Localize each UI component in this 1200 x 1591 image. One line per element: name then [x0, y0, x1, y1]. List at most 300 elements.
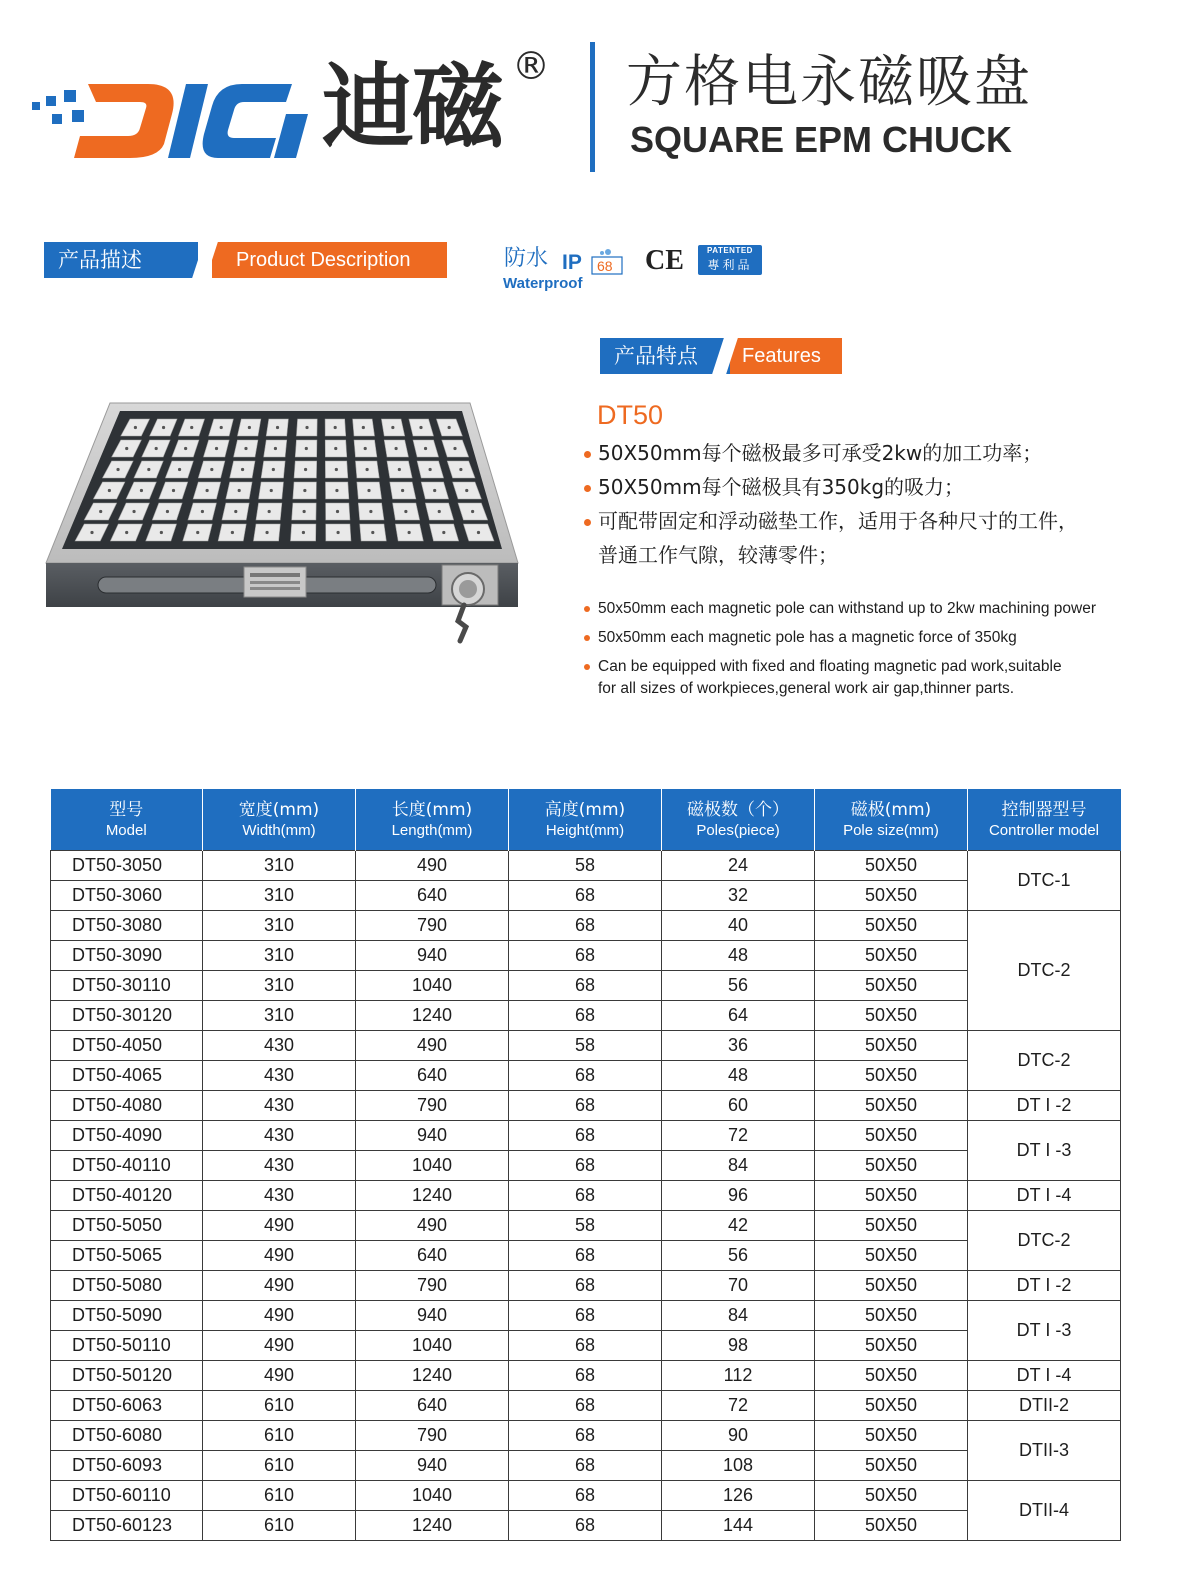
pole-size-cell: 50X50 [815, 881, 968, 911]
pole-screw [305, 447, 308, 450]
pole-screw [201, 510, 204, 513]
pole-screw [220, 426, 223, 429]
feature-en-text: 50x50mm each magnetic pole can withstand up to 2kw machining power [598, 600, 1096, 617]
model-cell: DT50-6093 [51, 1451, 203, 1481]
pole-screw [108, 489, 111, 492]
pole-size-cell: 50X50 [815, 1271, 968, 1301]
height-cell: 68 [509, 971, 662, 1001]
pole-screw [190, 426, 193, 429]
brand-name: 迪磁 [322, 54, 503, 161]
length-cell: 790 [356, 1421, 509, 1451]
header-label-cn: 高度(mm) [544, 800, 626, 820]
pole-screw [268, 510, 271, 513]
pole-size-cell: 50X50 [815, 941, 968, 971]
table-row [51, 1121, 1121, 1151]
length-cell: 1040 [356, 971, 509, 1001]
feature-en-text-continued: for all sizes of workpieces,general work air gap,thinner parts. [598, 680, 1015, 697]
pole-screw [394, 447, 397, 450]
pole-screw [274, 447, 277, 450]
pole-screw [408, 531, 411, 534]
table-row [51, 881, 1121, 911]
pole-screw [99, 510, 102, 513]
header-label-cn: 磁极(mm) [850, 800, 932, 820]
poles-cell: 112 [662, 1361, 815, 1391]
pole-size-cell: 50X50 [815, 1451, 968, 1481]
pole-screw [116, 468, 119, 471]
pole-screw [336, 510, 339, 513]
pole-screw [302, 531, 305, 534]
pole-screw [166, 510, 169, 513]
features-banner-en: Features [730, 338, 842, 374]
width-cell: 610 [203, 1451, 356, 1481]
length-cell: 640 [356, 881, 509, 911]
model-cell: DT50-50120 [51, 1361, 203, 1391]
model-cell: DT50-4065 [51, 1061, 203, 1091]
poles-cell: 72 [662, 1391, 815, 1421]
table-header-cell [356, 790, 509, 851]
pole-screw [215, 447, 218, 450]
length-cell: 640 [356, 1241, 509, 1271]
table-row [51, 1031, 1121, 1061]
width-cell: 430 [203, 1181, 356, 1211]
controller-cell: DT I -3 [968, 1121, 1121, 1181]
table-row [51, 1391, 1121, 1421]
pole-screw [184, 447, 187, 450]
pole-size-cell: 50X50 [815, 1181, 968, 1211]
width-cell: 310 [203, 1001, 356, 1031]
pole-screw [248, 426, 251, 429]
header-label-en: Pole size(mm) [843, 822, 939, 839]
pole-screw [453, 447, 456, 450]
pole-screw [272, 468, 275, 471]
table-row [51, 1361, 1121, 1391]
width-cell: 310 [203, 971, 356, 1001]
pole-screw [442, 531, 445, 534]
model-cell: DT50-3080 [51, 911, 203, 941]
pole-size-cell: 50X50 [815, 1091, 968, 1121]
pole-screw [391, 426, 394, 429]
pole-size-cell: 50X50 [815, 1511, 968, 1541]
bullet-icon [584, 485, 591, 492]
bullet-icon [584, 519, 591, 526]
height-cell: 68 [509, 1001, 662, 1031]
table-row [51, 911, 1121, 941]
header-label-en: Controller model [988, 822, 1100, 839]
table-header-cell [509, 790, 662, 851]
pole-screw [147, 468, 150, 471]
pole-size-cell: 50X50 [815, 911, 968, 941]
length-cell: 940 [356, 1121, 509, 1151]
table-row [51, 1151, 1121, 1181]
height-cell: 68 [509, 1271, 662, 1301]
width-cell: 490 [203, 1301, 356, 1331]
pole-screw [303, 510, 306, 513]
height-cell: 68 [509, 1181, 662, 1211]
description-banner [44, 242, 447, 278]
page-title-en: SQUARE EPM CHUCK [630, 119, 1013, 160]
height-cell: 68 [509, 881, 662, 911]
height-cell: 68 [509, 1511, 662, 1541]
page-title-cn: 方格电永磁吸盘 [626, 50, 1032, 115]
height-cell: 68 [509, 1061, 662, 1091]
table-row [51, 971, 1121, 1001]
registered-mark: ® [512, 44, 550, 88]
pole-screw [140, 489, 143, 492]
height-cell: 68 [509, 1241, 662, 1271]
feature-en-item [582, 598, 1182, 620]
width-cell: 310 [203, 911, 356, 941]
table-row [51, 1451, 1121, 1481]
controller-cell: DTC-2 [968, 1031, 1121, 1091]
height-cell: 68 [509, 1451, 662, 1481]
poles-cell: 98 [662, 1331, 815, 1361]
length-cell: 640 [356, 1061, 509, 1091]
poles-cell: 36 [662, 1031, 815, 1061]
waterproof-label-en: Waterproof [503, 275, 583, 292]
poles-cell: 48 [662, 941, 815, 971]
feature-en-item [582, 627, 1182, 649]
patented-label-cn: 專利品 [707, 258, 753, 272]
pole-screw [125, 531, 128, 534]
header-label-cn: 控制器型号 [1001, 800, 1087, 820]
model-cell: DT50-60123 [51, 1511, 203, 1541]
model-cell: DT50-5050 [51, 1211, 203, 1241]
pole-screw [303, 489, 306, 492]
dici-logo-icon [30, 62, 310, 162]
height-cell: 58 [509, 1211, 662, 1241]
length-cell: 640 [356, 1391, 509, 1421]
pole-size-cell: 50X50 [815, 1151, 968, 1181]
header-label-en: Width(mm) [242, 822, 316, 839]
ip-label: IP [562, 251, 582, 274]
width-cell: 430 [203, 1031, 356, 1061]
bullet-icon [584, 451, 591, 458]
header-label-en: Poles(piece) [696, 822, 780, 839]
header-label-en: Model [105, 822, 147, 839]
pole-size-cell: 50X50 [815, 1001, 968, 1031]
bullet-icon [584, 664, 590, 670]
height-cell: 68 [509, 1481, 662, 1511]
pole-screw [305, 426, 308, 429]
length-cell: 1040 [356, 1481, 509, 1511]
pole-screw [429, 468, 432, 471]
width-cell: 310 [203, 941, 356, 971]
feature-en-text: 50x50mm each magnetic pole has a magnetic force of 350kg [598, 629, 1017, 646]
feature-en-item [582, 656, 1182, 700]
width-cell: 430 [203, 1151, 356, 1181]
pole-screw [134, 426, 137, 429]
controller-cell: DTC-1 [968, 851, 1121, 911]
pole-screw [270, 489, 273, 492]
pole-screw [419, 426, 422, 429]
poles-cell: 90 [662, 1421, 815, 1451]
length-cell: 940 [356, 941, 509, 971]
pole-size-cell: 50X50 [815, 1361, 968, 1391]
width-cell: 310 [203, 881, 356, 911]
pole-screw [477, 531, 480, 534]
pole-screw [459, 468, 462, 471]
pole-size-cell: 50X50 [815, 971, 968, 1001]
pole-screw [304, 468, 307, 471]
pole-screw [471, 510, 474, 513]
bullet-icon [584, 635, 590, 641]
width-cell: 430 [203, 1121, 356, 1151]
pole-screw [334, 447, 337, 450]
pole-screw [438, 510, 441, 513]
ip-rating: 68 [597, 258, 613, 274]
pole-screw [364, 447, 367, 450]
pole-screw [335, 468, 338, 471]
height-cell: 68 [509, 1091, 662, 1121]
table-row [51, 1091, 1121, 1121]
table-row [51, 941, 1121, 971]
model-title: DT50 [597, 400, 664, 430]
length-cell: 790 [356, 911, 509, 941]
poles-cell: 108 [662, 1451, 815, 1481]
width-cell: 610 [203, 1391, 356, 1421]
pole-size-cell: 50X50 [815, 1331, 968, 1361]
pole-screw [125, 447, 128, 450]
length-cell: 1240 [356, 1511, 509, 1541]
feature-cn-text: 50X50mm每个磁极最多可承受2kw的加工功率； [598, 441, 1043, 465]
length-cell: 1040 [356, 1331, 509, 1361]
width-cell: 610 [203, 1421, 356, 1451]
width-cell: 430 [203, 1091, 356, 1121]
model-cell: DT50-3060 [51, 881, 203, 911]
controller-cell: DT I -4 [968, 1361, 1121, 1391]
table-body [51, 851, 1121, 1541]
description-banner-cn: 产品描述 [44, 242, 198, 278]
pole-size-cell: 50X50 [815, 1211, 968, 1241]
poles-cell: 48 [662, 1061, 815, 1091]
controller-cell: DTC-2 [968, 1211, 1121, 1271]
table-header-cell [51, 790, 203, 851]
pole-screw [398, 468, 401, 471]
height-cell: 68 [509, 1151, 662, 1181]
length-cell: 790 [356, 1091, 509, 1121]
header-label-cn: 型号 [109, 800, 144, 820]
height-cell: 68 [509, 941, 662, 971]
feature-cn-item [582, 504, 1182, 572]
height-cell: 68 [509, 911, 662, 941]
ce-mark: CE [645, 245, 684, 276]
feature-cn-text: 50X50mm每个磁极具有350kg的吸力； [598, 475, 965, 499]
pole-screw [424, 447, 427, 450]
pole-screw [401, 489, 404, 492]
pole-screw [244, 447, 247, 450]
patented-badge [698, 245, 762, 275]
controller-cell: DTII-2 [968, 1391, 1121, 1421]
height-cell: 68 [509, 1331, 662, 1361]
poles-cell: 56 [662, 1241, 815, 1271]
model-cell: DT50-5090 [51, 1301, 203, 1331]
feature-en-text: Can be equipped with fixed and floating magnetic pad work,suitable [598, 658, 1062, 675]
ip68-icon [562, 247, 624, 275]
height-cell: 68 [509, 1121, 662, 1151]
model-cell: DT50-4050 [51, 1031, 203, 1061]
table-header-row [51, 790, 1121, 851]
description-banner-en: Product Description [212, 242, 447, 278]
model-cell: DT50-3050 [51, 851, 203, 881]
pole-screw [210, 468, 213, 471]
pole-screw [334, 426, 337, 429]
poles-cell: 70 [662, 1271, 815, 1301]
width-cell: 430 [203, 1061, 356, 1091]
pole-screw [196, 531, 199, 534]
pole-screw [366, 468, 369, 471]
model-cell: DT50-5065 [51, 1241, 203, 1271]
poles-cell: 84 [662, 1151, 815, 1181]
poles-cell: 84 [662, 1301, 815, 1331]
pole-size-cell: 50X50 [815, 851, 968, 881]
poles-cell: 24 [662, 851, 815, 881]
poles-cell: 64 [662, 1001, 815, 1031]
controller-cell: DTII-3 [968, 1421, 1121, 1481]
length-cell: 1040 [356, 1151, 509, 1181]
pole-screw [265, 531, 268, 534]
pole-size-cell: 50X50 [815, 1121, 968, 1151]
header-label-cn: 宽度(mm) [238, 800, 320, 820]
table-row [51, 1331, 1121, 1361]
width-cell: 310 [203, 851, 356, 881]
poles-cell: 40 [662, 911, 815, 941]
height-cell: 58 [509, 851, 662, 881]
length-cell: 490 [356, 851, 509, 881]
poles-cell: 144 [662, 1511, 815, 1541]
pole-size-cell: 50X50 [815, 1421, 968, 1451]
height-cell: 68 [509, 1421, 662, 1451]
width-cell: 610 [203, 1481, 356, 1511]
table-row [51, 1241, 1121, 1271]
waterproof-label-cn: 防水 [504, 246, 549, 271]
length-cell: 940 [356, 1301, 509, 1331]
pole-screw [238, 489, 241, 492]
bullet-icon [584, 606, 590, 612]
length-cell: 1240 [356, 1361, 509, 1391]
features-en-list [582, 598, 1182, 707]
length-cell: 1240 [356, 1181, 509, 1211]
model-cell: DT50-3090 [51, 941, 203, 971]
poles-cell: 126 [662, 1481, 815, 1511]
height-cell: 58 [509, 1031, 662, 1061]
length-cell: 1240 [356, 1001, 509, 1031]
header-label-cn: 磁极数（个） [687, 800, 789, 820]
model-cell: DT50-6080 [51, 1421, 203, 1451]
features-banner-cn: 产品特点 [600, 338, 734, 374]
controller-cell: DT I -4 [968, 1181, 1121, 1211]
model-cell: DT50-40110 [51, 1151, 203, 1181]
model-cell: DT50-6063 [51, 1391, 203, 1421]
table-header-cell [203, 790, 356, 851]
pole-size-cell: 50X50 [815, 1061, 968, 1091]
poles-cell: 60 [662, 1091, 815, 1121]
table-row [51, 1271, 1121, 1301]
pole-screw [162, 426, 165, 429]
length-cell: 490 [356, 1031, 509, 1061]
header-label-en: Length(mm) [391, 822, 473, 839]
pole-screw [178, 468, 181, 471]
pole-screw [90, 531, 93, 534]
feature-cn-text: 可配带固定和浮动磁垫工作，适用于各种尺寸的工件， [598, 509, 1078, 533]
controller-cell: DT I -3 [968, 1301, 1121, 1361]
page-header [0, 0, 1200, 200]
model-cell: DT50-40120 [51, 1181, 203, 1211]
table-row [51, 851, 1121, 881]
pole-screw [172, 489, 175, 492]
pole-screw [335, 489, 338, 492]
pole-screw [241, 468, 244, 471]
spec-table [50, 789, 1121, 1541]
poles-cell: 32 [662, 881, 815, 911]
header-label-cn: 长度(mm) [391, 800, 473, 820]
pole-screw [160, 531, 163, 534]
features-banner [600, 338, 842, 374]
length-cell: 790 [356, 1271, 509, 1301]
model-cell: DT50-4090 [51, 1121, 203, 1151]
controller-cell: DT I -2 [968, 1091, 1121, 1121]
pole-size-cell: 50X50 [815, 1301, 968, 1331]
pole-size-cell: 50X50 [815, 1031, 968, 1061]
pole-screw [433, 489, 436, 492]
table-row [51, 1181, 1121, 1211]
controller-cell: DTII-4 [968, 1481, 1121, 1541]
table-header-cell [815, 790, 968, 851]
pole-screw [369, 510, 372, 513]
pole-screw [276, 426, 279, 429]
header-divider [590, 42, 595, 172]
pole-size-cell: 50X50 [815, 1391, 968, 1421]
table-header-cell [968, 790, 1121, 851]
controller-cell: DTC-2 [968, 911, 1121, 1031]
header-label-en: Height(mm) [545, 822, 625, 839]
height-cell: 68 [509, 1361, 662, 1391]
controller-cell: DT I -2 [968, 1271, 1121, 1301]
model-cell: DT50-4080 [51, 1091, 203, 1121]
pole-screw [362, 426, 365, 429]
height-cell: 68 [509, 1301, 662, 1331]
height-cell: 68 [509, 1391, 662, 1421]
pole-screw [234, 510, 237, 513]
pole-screw [155, 447, 158, 450]
table-row [51, 1001, 1121, 1031]
width-cell: 610 [203, 1511, 356, 1541]
pole-screw [404, 510, 407, 513]
model-cell: DT50-60110 [51, 1481, 203, 1511]
model-cell: DT50-5080 [51, 1271, 203, 1301]
pole-screw [367, 489, 370, 492]
feature-cn-item [582, 470, 1182, 504]
pole-screw [337, 531, 340, 534]
feature-cn-text-continued: 普通工作气隙，较薄零件； [598, 543, 838, 567]
table-row [51, 1421, 1121, 1451]
width-cell: 490 [203, 1331, 356, 1361]
length-cell: 940 [356, 1451, 509, 1481]
pole-screw [448, 426, 451, 429]
pole-size-cell: 50X50 [815, 1481, 968, 1511]
pole-screw [206, 489, 209, 492]
width-cell: 490 [203, 1211, 356, 1241]
table-row [51, 1481, 1121, 1511]
poles-cell: 72 [662, 1121, 815, 1151]
width-cell: 490 [203, 1271, 356, 1301]
patented-label-en: PATENTED [707, 246, 753, 255]
pole-screw [371, 531, 374, 534]
pole-screw [132, 510, 135, 513]
pole-size-cell: 50X50 [815, 1241, 968, 1271]
pole-screw [231, 531, 234, 534]
table-row [51, 1511, 1121, 1541]
model-cell: DT50-50110 [51, 1331, 203, 1361]
